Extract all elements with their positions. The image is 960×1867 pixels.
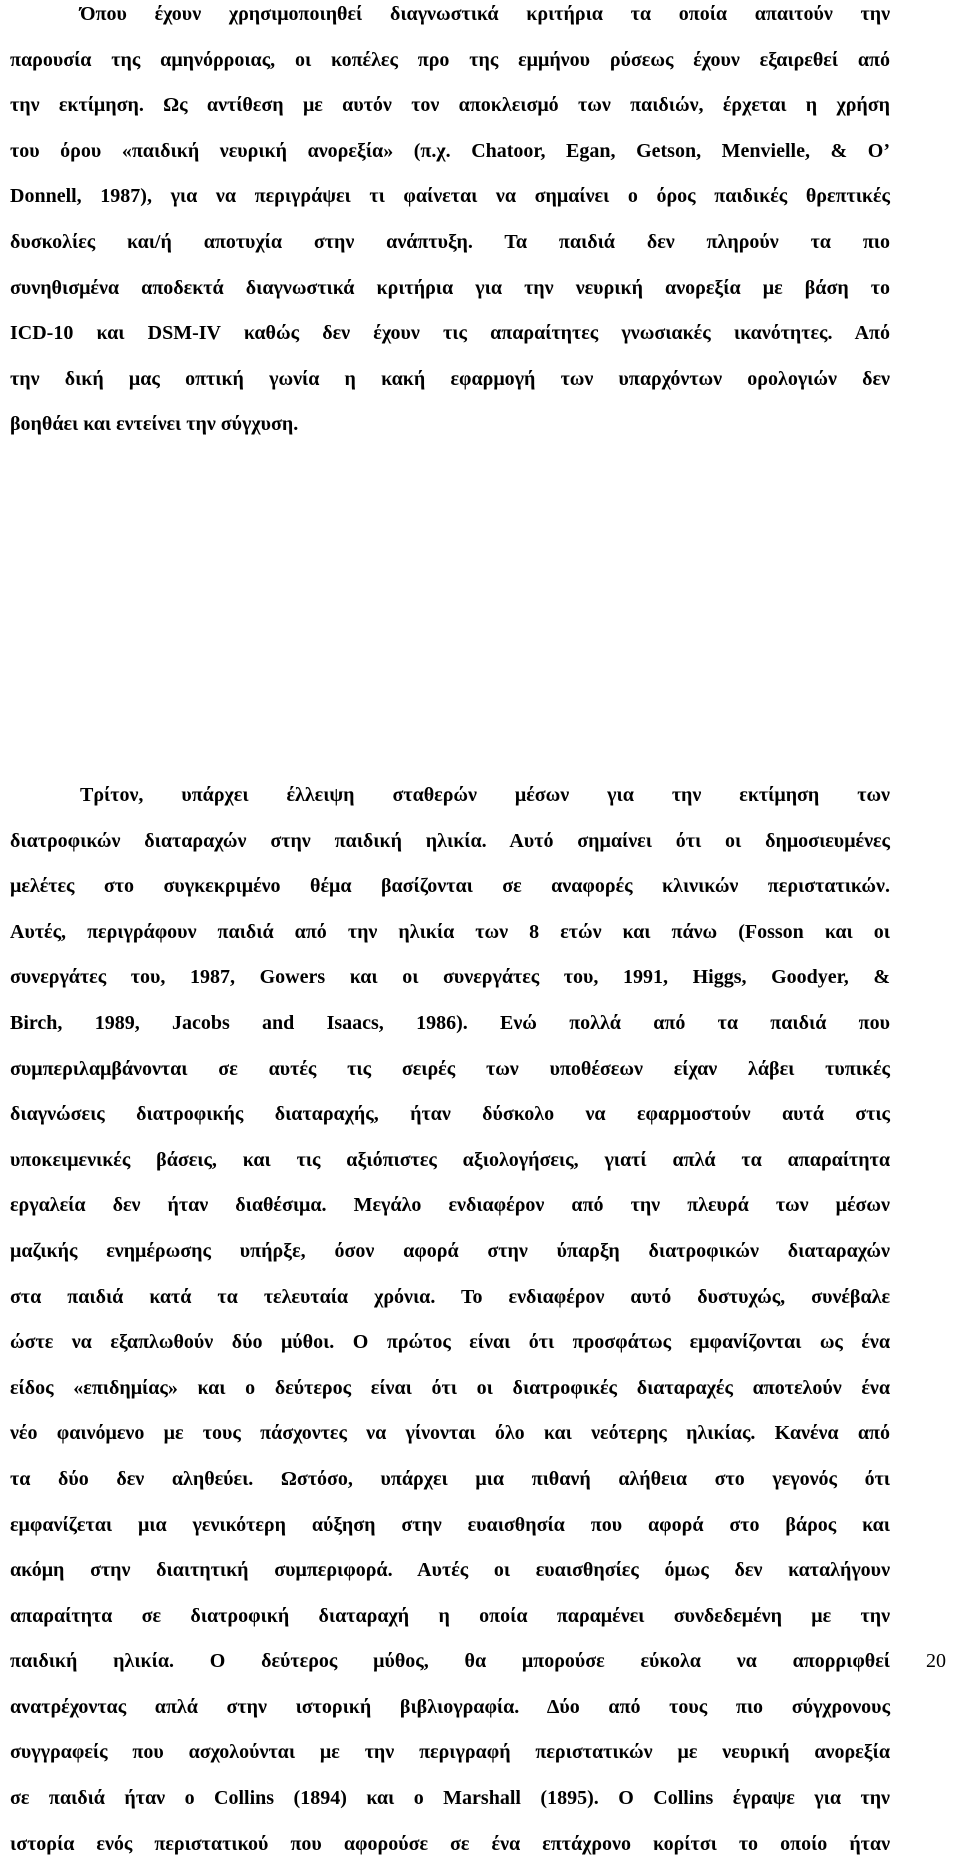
text-line: ακόμη στην διαιτητική συμπεριφορά. Αυτές οι ευαισθησίες όμως δεν καταλήγουν xyxy=(10,1559,890,1582)
text-line: την δική μας οπτική γωνία η κακή εφαρμογή των υπαρχόντων ορολογιών δεν xyxy=(10,367,890,390)
text-line: μαζικής ενημέρωσης υπήρξε, όσον αφορά στην ύπαρξη διατροφικών διαταραχών xyxy=(10,1239,890,1262)
page-number: 20 xyxy=(926,1650,946,1672)
text-line: διατροφικών διαταραχών στην παιδική ηλικία. Αυτό σημαίνει ότι οι δημοσιευμένες xyxy=(10,829,890,852)
text-line: την εκτίμηση. Ως αντίθεση με αυτόν τον αποκλεισμό των παιδιών, έρχεται η χρήση xyxy=(10,94,890,117)
text-line: ιστορία ενός περιστατικού που αφορούσε σε ένα επτάχρονο κορίτσι το οποίο ήταν xyxy=(10,1832,890,1855)
text-line: δυσκολίες και/ή αποτυχία στην ανάπτυξη. Τα παιδιά δεν πληρούν τα πιο xyxy=(10,230,890,253)
text-line: συμπεριλαμβάνονται σε αυτές τις σειρές των υποθέσεων είχαν λάβει τυπικές xyxy=(10,1057,890,1080)
text-line: ώστε να εξαπλωθούν δύο μύθοι. Ο πρώτος είναι ότι προσφάτως εμφανίζονται ως ένα xyxy=(10,1331,890,1354)
text-line: στα παιδιά κατά τα τελευταία χρόνια. Το ενδιαφέρον αυτό δυστυχώς, συνέβαλε xyxy=(10,1285,890,1308)
text-line: παρουσία της αμηνόρροιας, οι κοπέλες προ της εμμήνου ρύσεως έχουν εξαιρεθεί από xyxy=(10,48,890,71)
text-line: Όπου έχουν χρησιμοποιηθεί διαγνωστικά κριτήρια τα οποία απαιτούν την xyxy=(80,3,890,25)
text-line: εμφανίζεται μια γενικότερη αύξηση στην ευαισθησία που αφορά στο βάρος και xyxy=(10,1513,890,1536)
text-line: Birch, 1989, Jacobs and Isaacs, 1986). Ενώ πολλά από τα παιδιά που xyxy=(10,1011,890,1034)
text-line: βοηθάει και εντείνει την σύγχυση. xyxy=(10,413,299,436)
text-line: συγγραφείς που ασχολούνται με την περιγραφή περιστατικών με νευρική ανορεξία xyxy=(10,1741,890,1764)
text-line: συνηθισμένα αποδεκτά διαγνωστικά κριτήρια για την νευρική ανορεξία με βάση το xyxy=(10,276,890,299)
text-line: τα δύο δεν αληθεύει. Ωστόσο, υπάρχει μια πιθανή αλήθεια στο γεγονός ότι xyxy=(10,1467,890,1490)
text-line: συνεργάτες του, 1987, Gowers και οι συνεργάτες του, 1991, Higgs, Goodyer, & xyxy=(10,966,890,989)
text-line: Τρίτον, υπάρχει έλλειψη σταθερών μέσων για την εκτίμηση των xyxy=(80,784,890,806)
text-line: απαραίτητα σε διατροφική διαταραχή η οποία παραμένει συνδεδεμένη με την xyxy=(10,1604,890,1627)
text-line: του όρου «παιδική νευρική ανορεξία» (π.χ. Chatoor, Egan, Getson, Menvielle, & O’ xyxy=(10,139,890,162)
text-line: παιδική ηλικία. Ο δεύτερος μύθος, θα μπορούσε εύκολα να απορριφθεί xyxy=(10,1650,890,1673)
text-line: ICD-10 και DSM-IV καθώς δεν έχουν τις απαραίτητες γνωσιακές ικανότητες. Από xyxy=(10,322,890,345)
text-line: είδος «επιδημίας» και ο δεύτερος είναι ότι οι διατροφικές διαταραχές αποτελούν ένα xyxy=(10,1376,890,1399)
text-line: νέο φαινόμενο με τους πάσχοντες να γίνονται όλο και νεότερης ηλικίας. Κανένα από xyxy=(10,1422,890,1445)
paragraph-1 xyxy=(10,0,890,448)
text-line: Αυτές, περιγράφουν παιδιά από την ηλικία των 8 ετών και πάνω (Fosson και οι xyxy=(10,920,890,943)
text-line: μελέτες στο συγκεκριμένο θέμα βασίζονται σε αναφορές κλινικών περιστατικών. xyxy=(10,875,890,898)
text-line: υποκειμενικές βάσεις, και τις αξιόπιστες αξιολογήσεις, γιατί απλά τα απαραίτητα xyxy=(10,1148,890,1171)
text-line: εργαλεία δεν ήταν διαθέσιμα. Μεγάλο ενδιαφέρον από την πλευρά των μέσων xyxy=(10,1194,890,1217)
text-line: Donnell, 1987), για να περιγράψει τι φαίνεται να σημαίνει ο όρος παιδικές θρεπτικές xyxy=(10,185,890,208)
text-line: διαγνώσεις διατροφικής διαταραχής, ήταν δύσκολο να εφαρμοστούν αυτά στις xyxy=(10,1103,890,1126)
text-line: σε παιδιά ήταν ο Collins (1894) και ο Marshall (1895). Ο Collins έγραψε για την xyxy=(10,1787,890,1810)
text-line: ανατρέχοντας απλά στην ιστορική βιβλιογραφία. Δύο από τους πιο σύγχρονους xyxy=(10,1695,890,1718)
paragraph-2 xyxy=(10,773,890,1867)
